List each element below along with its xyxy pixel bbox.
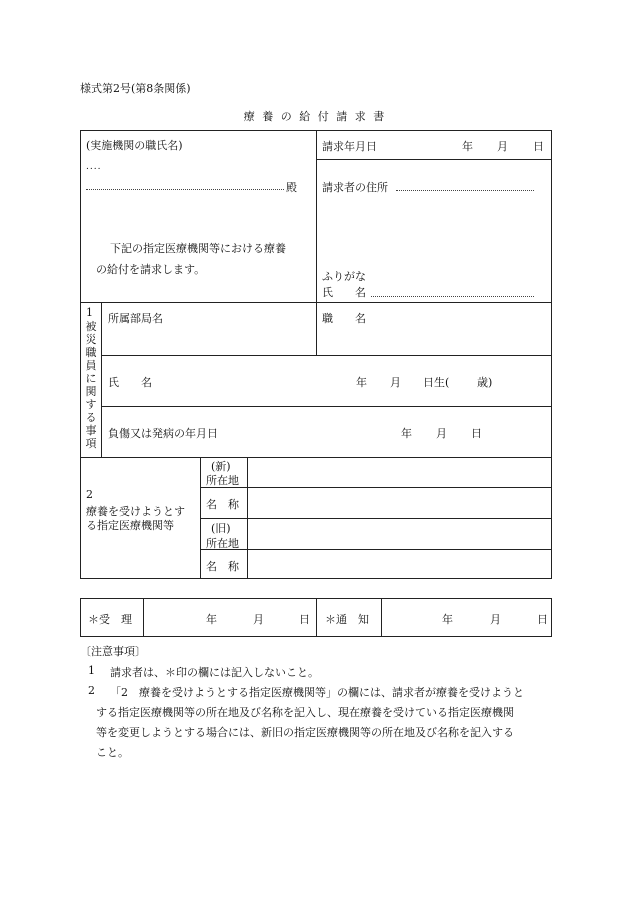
old-facility-label: (旧) bbox=[211, 522, 231, 535]
birth-month-label: 月 bbox=[390, 376, 401, 389]
section1-vertical-label: 被 災 職 員 に 関 す る 事 項 bbox=[85, 320, 97, 450]
address-label: 請求者の住所 bbox=[322, 181, 388, 194]
furigana-label: ふりがな bbox=[322, 270, 366, 283]
notified-day: 日 bbox=[537, 613, 548, 626]
section2-label-line1: 療養を受けようとす bbox=[86, 505, 185, 518]
honorific-label: 殿 bbox=[286, 181, 297, 194]
position-label: 職 名 bbox=[322, 312, 366, 325]
request-date-label: 請求年月日 bbox=[322, 140, 377, 153]
received-year: 年 bbox=[206, 613, 217, 626]
new-facility-label: (新) bbox=[211, 460, 231, 473]
applicant-name-label: 氏 名 bbox=[322, 286, 366, 299]
document-title: 療 養 の 給 付 請 求 書 bbox=[243, 110, 387, 123]
birth-day-label: 日生( bbox=[423, 376, 450, 389]
note2-line1: 「2 療養を受けようとする指定医療機関等」の欄には、請求者が療養を受けようと bbox=[110, 686, 524, 699]
request-text-line2: の給付を請求します。 bbox=[96, 263, 206, 276]
note2-line2: する指定医療機関等の所在地及び名称を記入し、現在療養を受けている指定医療機関 bbox=[96, 706, 514, 719]
injury-month-label: 月 bbox=[436, 427, 447, 440]
request-date-month: 月 bbox=[497, 140, 508, 153]
birth-year-label: 年 bbox=[356, 376, 367, 389]
section1-number: 1 bbox=[86, 306, 93, 319]
note2-line4: こと。 bbox=[96, 746, 129, 759]
age-label: 歳) bbox=[477, 376, 493, 389]
notes-heading: 〔注意事項〕 bbox=[80, 645, 146, 658]
old-address-label: 所在地 bbox=[206, 537, 239, 550]
applicant-name-line[interactable] bbox=[371, 296, 534, 297]
request-text-line1: 下記の指定医療機関等における療養 bbox=[110, 242, 286, 255]
request-date-day: 日 bbox=[533, 140, 544, 153]
notified-label: ＊通 知 bbox=[325, 613, 369, 626]
injury-date-label: 負傷又は発病の年月日 bbox=[108, 427, 218, 440]
notified-month: 月 bbox=[490, 613, 501, 626]
section2-number: 2 bbox=[86, 488, 93, 501]
agency-name-line[interactable] bbox=[86, 189, 284, 190]
employee-name-label: 氏 名 bbox=[108, 376, 152, 389]
new-name-label: 名 称 bbox=[206, 498, 239, 511]
new-address-label: 所在地 bbox=[206, 474, 239, 487]
form-number-label: 様式第2号(第8条関係) bbox=[80, 82, 191, 95]
dots-prefix: .... bbox=[86, 162, 102, 172]
department-label: 所属部局名 bbox=[108, 312, 163, 325]
received-month: 月 bbox=[253, 613, 264, 626]
injury-day-label: 日 bbox=[471, 427, 482, 440]
note1-text: 請求者は、＊印の欄には記入しないこと。 bbox=[110, 666, 319, 679]
section2-label-line2: る指定医療機関等 bbox=[86, 519, 174, 532]
note2-line3: 等を変更しようとする場合には、新旧の指定医療機関等の所在地及び名称を記入する bbox=[96, 726, 514, 739]
old-name-label: 名 称 bbox=[206, 560, 239, 573]
received-label: ＊受 理 bbox=[88, 613, 132, 626]
request-date-year: 年 bbox=[462, 140, 473, 153]
injury-year-label: 年 bbox=[401, 427, 412, 440]
note1-number: 1 bbox=[88, 664, 95, 677]
notified-year: 年 bbox=[442, 613, 453, 626]
received-day: 日 bbox=[299, 613, 310, 626]
agency-label: (実施機関の職氏名) bbox=[86, 139, 183, 152]
address-input-line[interactable] bbox=[396, 190, 534, 191]
note2-number: 2 bbox=[88, 684, 95, 697]
